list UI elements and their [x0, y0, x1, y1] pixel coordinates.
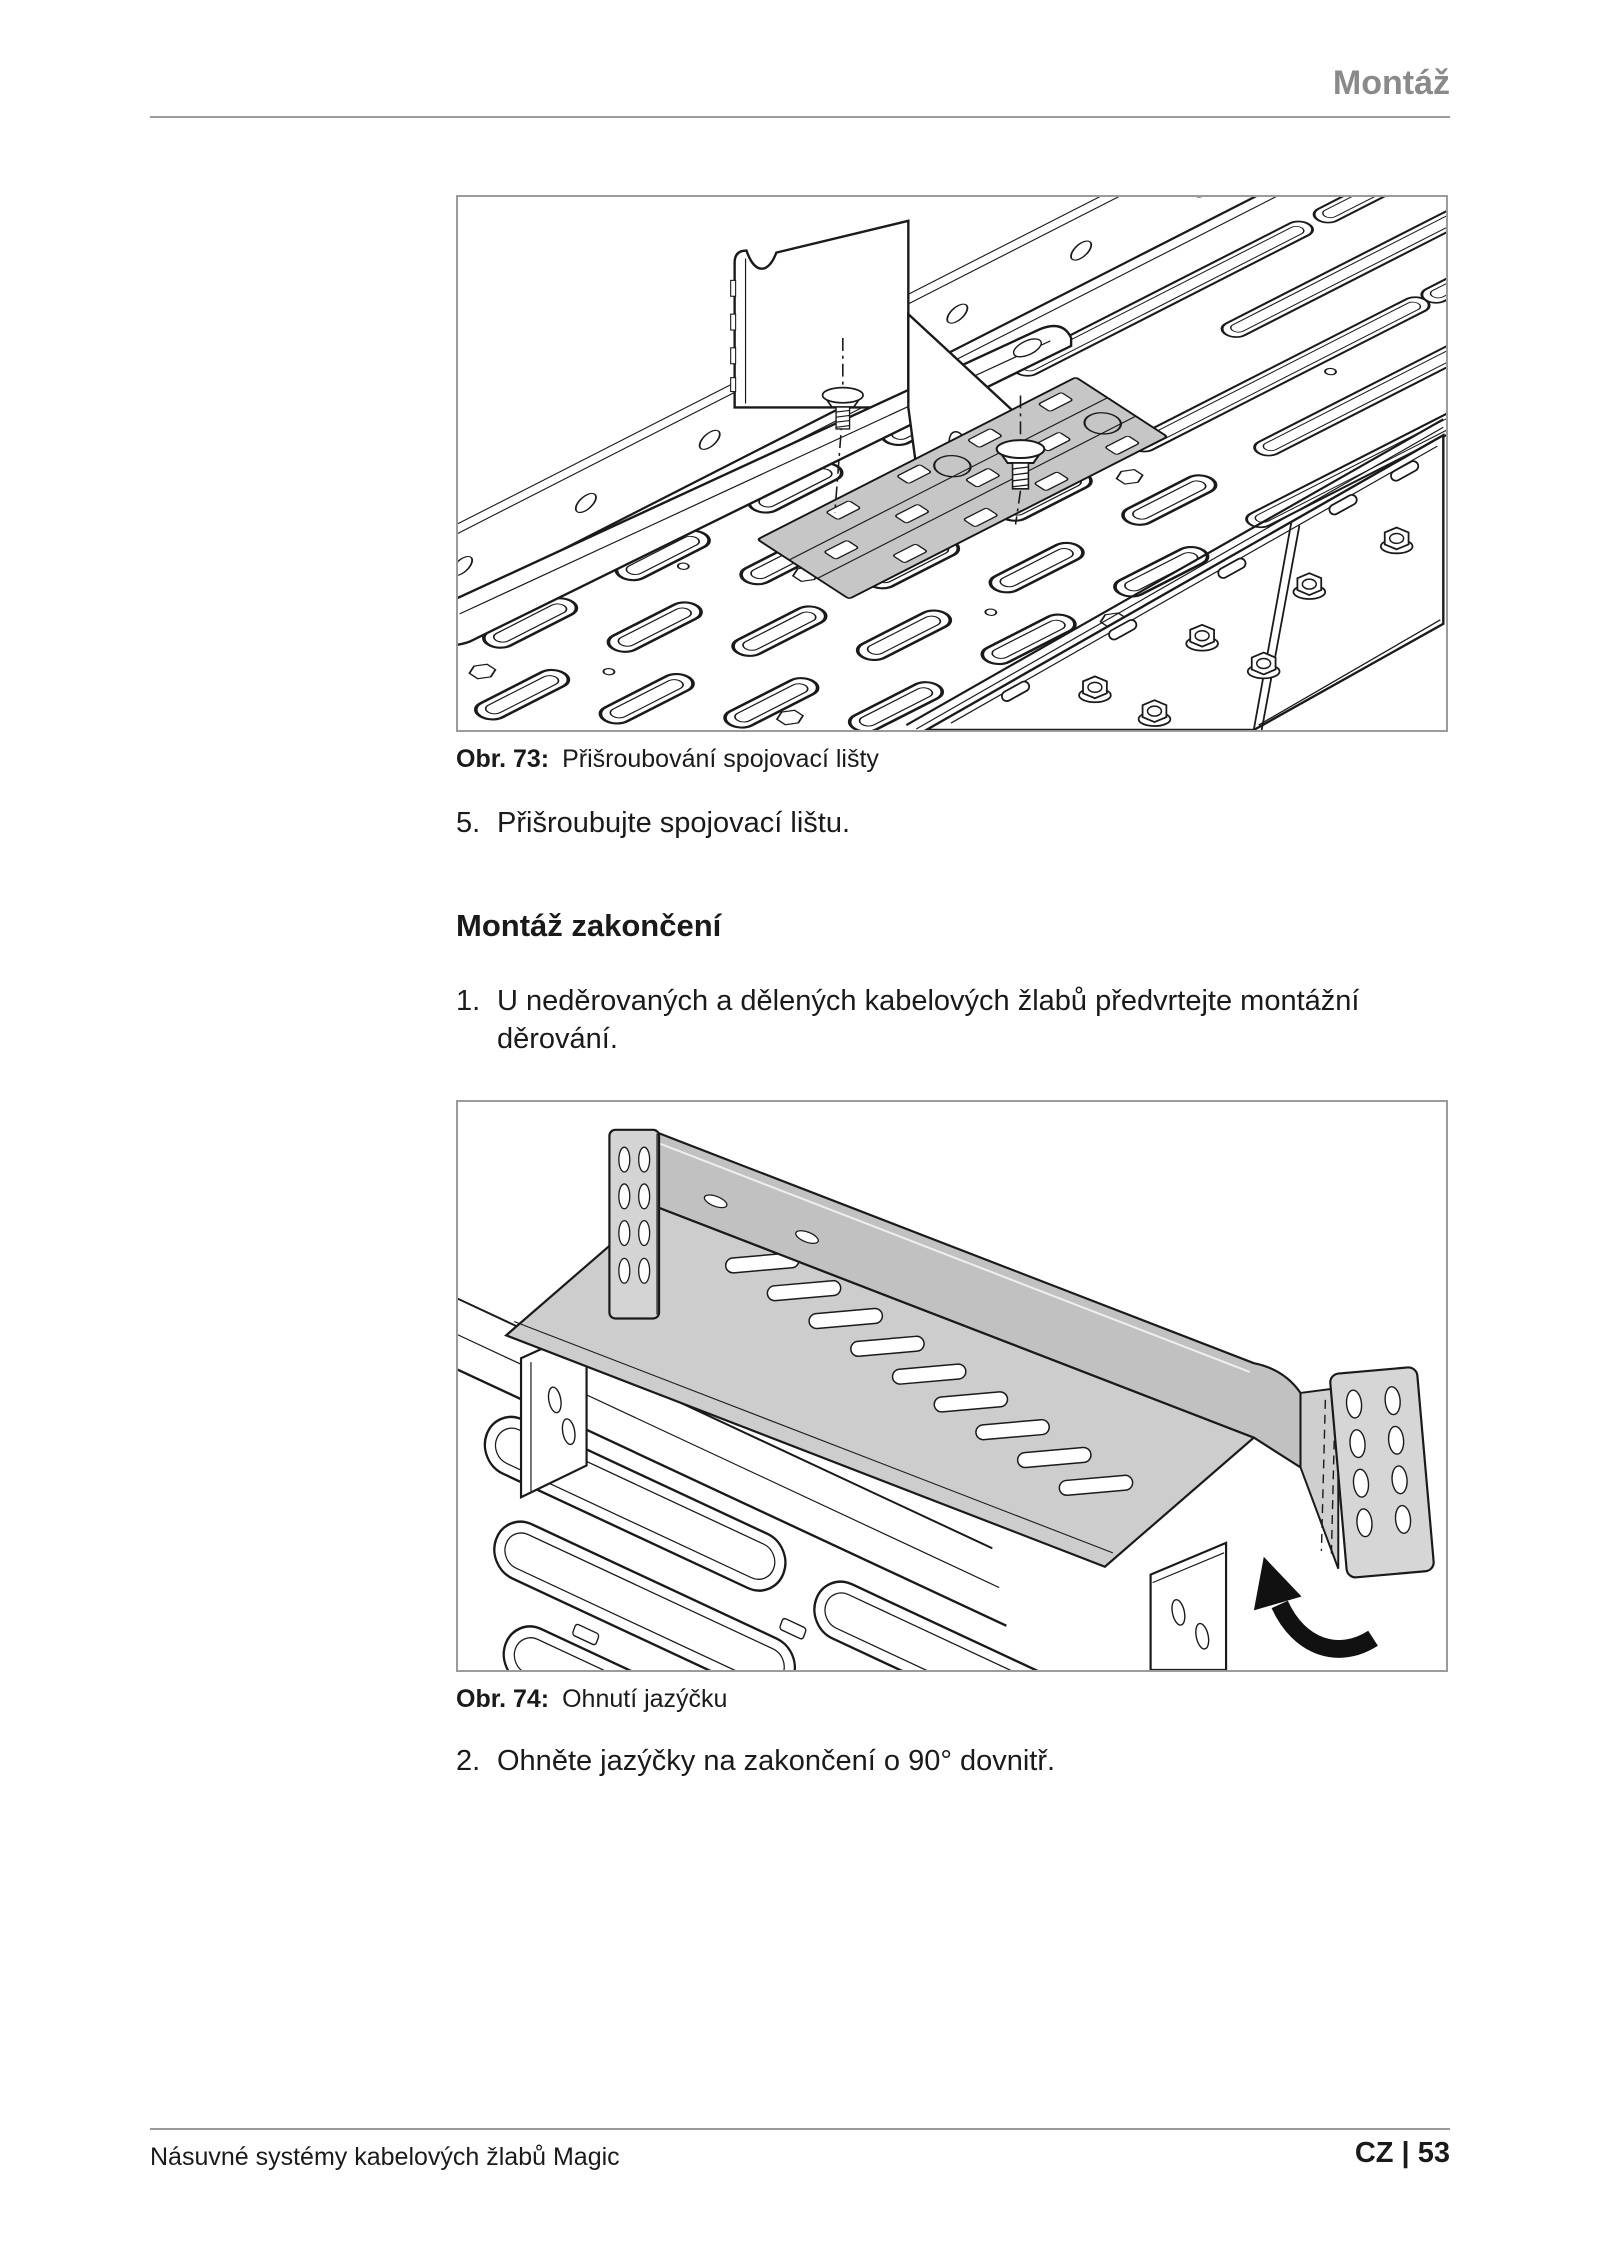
footer-rule: [150, 2128, 1450, 2130]
step-2: [456, 1742, 1055, 1780]
step-number: 1.: [456, 985, 481, 1017]
step-text: U neděrovaných a dělených kabelových žlabů předvrtejte montážní děrování.: [497, 985, 1360, 1055]
hex-bolt-icon: [1186, 625, 1218, 651]
step-text: Ohněte jazýčky na zakončení o 90° dovnitř.: [497, 1745, 1056, 1777]
footer-page-number: CZ | 53: [1354, 2137, 1450, 2169]
hex-bolt-icon: [1248, 653, 1280, 679]
figure-73-caption-text: Přišroubování spojovací lišty: [562, 745, 879, 773]
step-1: [456, 982, 1446, 1058]
figure-74-caption: [456, 1684, 727, 1714]
step-5: [456, 804, 850, 842]
figure-74: [456, 1100, 1448, 1672]
mounting-bracket: [731, 221, 909, 408]
hex-bolt-icon: [1293, 573, 1325, 599]
step-text: Přišroubujte spojovací lištu.: [497, 807, 850, 839]
step-number: 2.: [456, 1745, 481, 1777]
figure-73: [456, 195, 1448, 732]
hex-bolt-icon: [1381, 528, 1413, 554]
figure-74-illustration: [458, 1102, 1446, 1670]
figure-74-caption-text: Ohnutí jazýčku: [562, 1685, 728, 1713]
figure-74-label: Obr. 74:: [456, 1685, 550, 1713]
header-rule: [150, 116, 1450, 118]
hex-bolt-icon: [1139, 700, 1171, 726]
figure-73-label: Obr. 73:: [456, 745, 550, 773]
section-heading: Montáž zakončení: [456, 908, 722, 943]
hex-bolt-icon: [1079, 676, 1111, 702]
step-number: 5.: [456, 807, 481, 839]
figure-73-caption: [456, 744, 879, 774]
figure-73-illustration: [458, 197, 1446, 730]
page-header-title: Montáž: [1332, 64, 1450, 102]
footer-document-title: Násuvné systémy kabelových žlabů Magic: [150, 2143, 620, 2171]
end-tab-flange: [1330, 1367, 1435, 1578]
front-flange: [609, 1130, 659, 1319]
tray-side-wall: [1151, 1543, 1226, 1670]
